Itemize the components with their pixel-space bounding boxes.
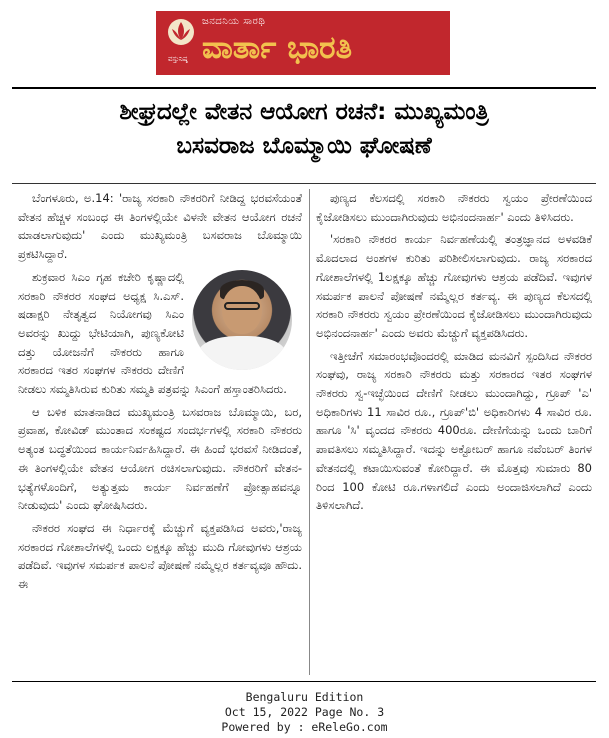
- masthead-subtag: ವಸ್ತುನಿಷ್ಠ: [168, 55, 188, 63]
- paragraph: ಪುಣ್ಯದ ಕೆಲಸದಲ್ಲಿ ಸರಕಾರಿ ನೌಕರರು ಸ್ವಯಂ ಪ್ರೇರಣೆಯಿಂದ ಕೈಜೋಡಿಸಲು ಮುಂದಾಗಿರುವುದು ಅಭಿನಂದನಾರ್ಹ' ಎಂದು ತಿಳಿಸಿದರು.: [316, 191, 592, 224]
- masthead: [156, 11, 450, 75]
- footer-powered-by: Powered by : eReleGo.com: [221, 720, 388, 734]
- paragraph: ಬೆಂಗಳೂರು, ಅ.14: 'ರಾಜ್ಯ ಸರಕಾರಿ ನೌಕರರಿಗೆ ನೀಡಿದ್ದ ಭರವಸೆಯಂತೆ ವೇತನ ಹೆಚ್ಚಳ ಸಂಬಂಧ ಈ ತಿಂಗಳಲ್ಲಿಯೇ ವಿಳನೇ ವೇತನ ಆಯೋಗ ರಚನೆ ಮಾಡಲಾಗುವುದು' ಎಂದು ಮುಖ್ಯಮಂತ್ರಿ ಬಸವರಾಜ ಬೊಮ್ಮಾಯಿ ಪ್ರಕಟಿಸಿದ್ದಾರೆ.: [18, 191, 302, 262]
- lotus-logo-icon: [166, 17, 196, 47]
- masthead-brand: ವಾರ್ತಾ ಭಾರತಿ: [202, 30, 353, 66]
- headline-rule: [12, 183, 596, 184]
- footer-date-page: Oct 15, 2022 Page No. 3: [224, 705, 385, 719]
- headline-line-2: ಬಸವರಾಜ ಬೊಮ್ಮಾಯಿ ಘೋಷಣೆ: [176, 133, 432, 159]
- paragraph: ನೌಕರರ ಸಂಘದ ಈ ನಿರ್ಧಾರಕ್ಕೆ ಮೆಚ್ಚುಗೆ ವ್ಯಕ್ತಪಡಿಸಿದ ಅವರು,'ರಾಜ್ಯ ಸರಕಾರದ ಗೋಶಾಲೆಗಳಲ್ಲಿ ಒಂದು ಲಕ್ಷಕ್ಕೂ ಹೆಚ್ಚು ಮುದಿ ಗೋವುಗಳು ಆಶ್ರಯ ಪಡೆದಿವೆ. ಇವುಗಳ ಸಮರ್ಪಕ ಪಾಲನೆ ಪೋಷಣೆ ನಮ್ಮೆಲ್ಲರ ಕರ್ತವ್ಯವೂ ಹೌದು. ಈ: [18, 520, 302, 592]
- headline-line-1: ಶೀಘ್ರದಲ್ಲೇ ವೇತನ ಆಯೋಗ ರಚನೆ: ಮುಖ್ಯಮಂತ್ರಿ: [119, 99, 489, 125]
- article-column-left: [18, 189, 302, 598]
- article-column-right: [316, 189, 592, 519]
- headline: [18, 95, 590, 163]
- article-sheet: [12, 87, 596, 682]
- paragraph: [18, 268, 302, 399]
- column-divider: [309, 189, 310, 675]
- paragraph: ಆ ಬಳಿಕ ಮಾತನಾಡಿದ ಮುಖ್ಯಮಂತ್ರಿ ಬಸವರಾಜ ಬೊಮ್ಮಾಯಿ, ಬರ, ಪ್ರವಾಹ, ಕೋವಿಡ್ ಮುಂತಾದ ಸಂಕಷ್ಟದ ಸಂದರ್ಭಗಳಲ್ಲಿ ಸರಕಾರಿ ನೌಕರರು ಅತ್ಯಂತ ಬದ್ಧತೆಯಿಂದ ಕಾರ್ಯನಿರ್ವಹಿಸಿದ್ದಾರೆ. ಈ ಹಿಂದೆ ಭರವಸೆ ನೀಡಿದಂತೆ, ಈ ತಿಂಗಳಲ್ಲಿಯೇ ವೇತನ ಆಯೋಗ ರಚಿಸಲಾಗುವುದು. ನೌಕರರಿಗೆ ವೇತನ-ಭತ್ಯೆಗಳೊಂದಿಗೆ, ಅತ್ಯುತ್ತಮ ಕಾರ್ಯ ನಿರ್ವಹಣೆಗೆ ಪ್ರೋತ್ಸಾಹವನ್ನೂ ನೀಡುವುದು' ಎಂದು ಘೋಷಿಸಿದರು.: [18, 404, 302, 513]
- paragraph-text: ಶುಕ್ರವಾರ ಸಿಎಂ ಗೃಹ ಕಚೇರಿ ಕೃಷ್ಣಾದಲ್ಲಿ ಸರಕಾರಿ ನೌಕರರ ಸಂಘದ ಅಧ್ಯಕ್ಷ ಸಿ.ಎಸ್. ಷಡಾಕ್ಷರಿ ನೇತೃತ್ವದ ನಿಯೋಗವು ಸಿಎಂ ಅವರನ್ನು ಖುದ್ದು ಭೇಟಿಯಾಗಿ, ಪುಣ್ಯಕೋಟಿ ದತ್ತು ಯೋಜನೆಗೆ ನೌಕರರು ಹಾಗೂ ಸರಕಾರದ ಇತರ ಸಂಘಗಳ ನೌಕರರು ದೇಣಿಗೆ ನೀಡಲು ಸಮ್ಮತಿಸಿರುವ ಕುರಿತು ಸಮ್ಮತಿ ಪತ್ರವನ್ನು ಸಿಎಂಗೆ ಹಸ್ತಾಂತರಿಸಿದರು.: [18, 269, 287, 397]
- photo-frame: [192, 270, 302, 370]
- masthead-tagline: ಜನದನಿಯ ಸಾರಥಿ: [202, 16, 266, 27]
- paragraph: 'ಸರಕಾರಿ ನೌಕರರ ಕಾರ್ಯ ನಿರ್ವಹಣೆಯಲ್ಲಿ ತಂತ್ರಜ್ಞಾನದ ಅಳವಡಿಕೆ ಮೊದಲಾದ ಅಂಶಗಳ ಕುರಿತು ಪರಿಶೀಲಿಸಲಾಗುವುದು. ರಾಜ್ಯ ಸರಕಾರದ ಗೋಶಾಲೆಗಳಲ್ಲಿ 1ಲಕ್ಷಕ್ಕೂ ಹೆಚ್ಚು ಗೋವುಗಳು ಆಶ್ರಯ ಪಡೆದಿವೆ. ಇವುಗಳ ಸಮರ್ಪಕ ಪಾಲನೆ ಪೋಷಣೆ ನಮ್ಮೆಲ್ಲರ ಕರ್ತವ್ಯ. ಈ ಪುಣ್ಯದ ಕೆಲಸದಲ್ಲಿ ಸರಕಾರಿ ನೌಕರರು ಸ್ವಯಂ ಪ್ರೇರಣೆಯಿಂದ ಕೈಜೋಡಿಸಲು ಮುಂದಾಗಿರುವುದು ಅಭಿನಂದನಾರ್ಹ' ಎಂದು ಅವರು ಮೆಚ್ಚುಗೆ ವ್ಯಕ್ತಪಡಿಸಿದರು.: [316, 232, 592, 340]
- page-footer: [0, 690, 609, 735]
- person-photo: [192, 270, 292, 370]
- paragraph: ಇತ್ತೀಚೆಗೆ ಸಮಾರಂಭವೊಂದರಲ್ಲಿ ಮಾಡಿದ ಮನವಿಗೆ ಸ್ಪಂದಿಸಿದ ನೌಕರರ ಸಂಘವು, ರಾಜ್ಯ ಸರಕಾರಿ ನೌಕರರು ಮತ್ತು ಸರಕಾರದ ಇತರ ಸಂಘಗಳ ನೌಕರರು ಸ್ವ-ಇಚ್ಛೆಯಿಂದ ದೇಣಿಗೆ ನೀಡಲು ಮುಂದಾಗಿದ್ದು, ಗ್ರೂಪ್ 'ಎ' ಅಧಿಕಾರಿಗಳು 11 ಸಾವಿರ ರೂ., ಗ್ರೂಪ್'ಬಿ' ಅಧಿಕಾರಿಗಳು 4 ಸಾವಿರ ರೂ. ಹಾಗೂ 'ಸಿ' ವೃಂದದ ನೌಕರರು 400ರೂ. ದೇಣಿಗೆಯನ್ನು ಒಂದು ಬಾರಿಗೆ ಪಾವತಿಸಲು ಸಮ್ಮತಿಸಿದ್ದಾರೆ. ಇದನ್ನು ಅಕ್ಟೋಬರ್ ಹಾಗೂ ನವೆಂಬರ್ ತಿಂಗಳ ವೇತನದಲ್ಲಿ ಕಟಾಯಿಸುವಂತೆ ಕೋರಿದ್ದಾರೆ. ಈ ಮೊತ್ತವು ಸುಮಾರು 80 ರಿಂದ 100 ಕೋಟಿ ರೂ.ಗಳಾಗಲಿದೆ ಎಂದು ಅಂದಾಜಿಸಲಾಗಿದೆ ಎಂದು ತಿಳಿಸಲಾಗಿದೆ.: [316, 348, 592, 513]
- footer-edition: Bengaluru Edition: [245, 690, 364, 704]
